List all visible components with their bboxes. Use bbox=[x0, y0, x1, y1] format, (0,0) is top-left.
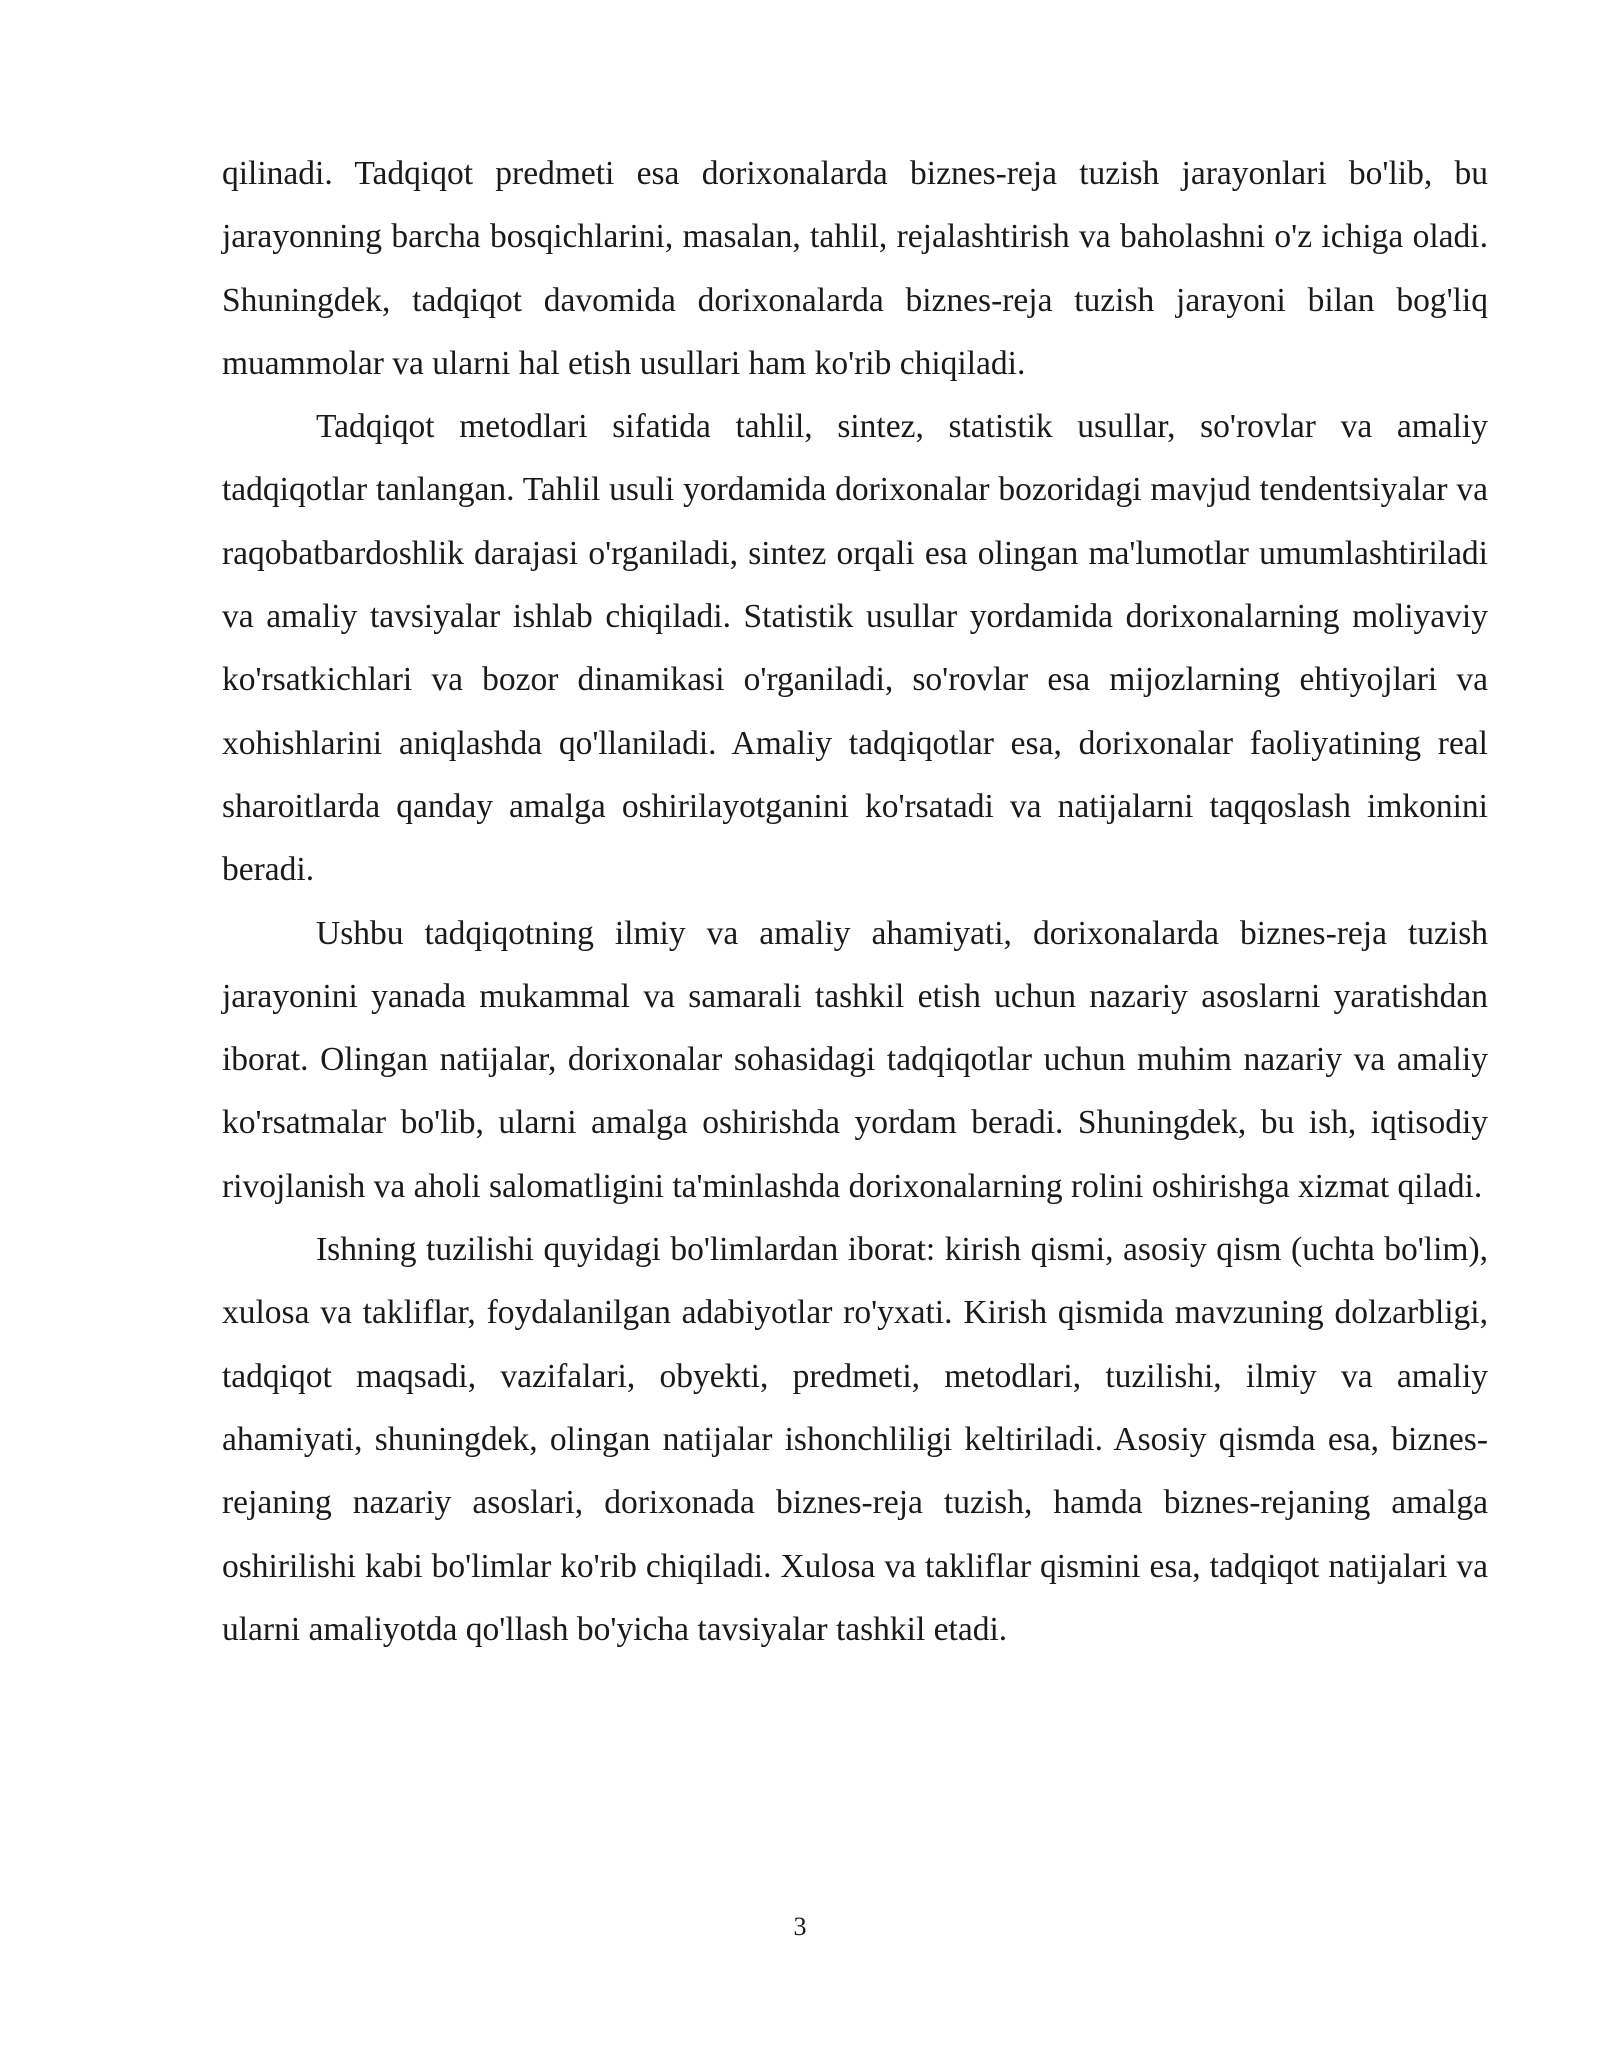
paragraph-research-methods: Tadqiqot metodlari sifatida tahlil, sintez, statistik usullar, so'rovlar va amaliy tadqiqotlar tanlangan. Tahlil usuli yordamida dorixonalar bozoridagi mavjud tendentsiyalar va raqobatbardoshlik darajasi o'rganiladi, sintez orqali esa olingan ma'lumotlar umumlashtiriladi va amaliy tavsiyalar ishlab chiqiladi. Statistik usullar yordamida dorixonalarning moliyaviy ko'rsatkichlari va bozor dinamikasi o'rganiladi, so'rovlar esa mijozlarning ehtiyojlari va xohishlarini aniqlashda qo'llaniladi. Amaliy tadqiqotlar esa, dorixonalar faoliyatining real sharoitlarda qanday amalga oshirilayotganini ko'rsatadi va natijalarni taqqoslash imkonini beradi. bbox=[222, 408, 1488, 889]
page-number: 3 bbox=[793, 1912, 807, 1941]
paragraph-significance: Ushbu tadqiqotning ilmiy va amaliy ahamiyati, dorixonalarda biznes-reja tuzish jarayonini yanada mukammal va samarali tashkil etish uchun nazariy asoslarni yaratishdan iborat. Olingan natijalar, dorixonalar sohasidagi tadqiqotlar uchun muhim nazariy va amaliy ko'rsatmalar bo'lib, ularni amalga oshirishda yordam beradi. Shuningdek, bu ish, iqtisodiy rivojlanish va aholi salomatligini ta'minlashda dorixonalarning rolini oshirishga xizmat qiladi. bbox=[222, 914, 1488, 1205]
document-body bbox=[222, 142, 1488, 1661]
paragraph-structure: Ishning tuzilishi quyidagi bo'limlardan iborat: kirish qismi, asosiy qism (uchta bo'lim), xulosa va takliflar, foydalanilgan adabiyotlar ro'yxati. Kirish qismida mavzuning dolzarbligi, tadqiqot maqsadi, vazifalari, obyekti, predmeti, metodlari, tuzilishi, ilmiy va amaliy ahamiyati, shuningdek, olingan natijalar ishonchliligi keltiriladi. Asosiy qismda esa, biznes-rejaning nazariy asoslari, dorixonada biznes-reja tuzish, hamda biznes-rejaning amalga oshirilishi kabi bo'limlar ko'rib chiqiladi. Xulosa va takliflar qismini esa, tadqiqot natijalari va ularni amaliyotda qo'llash bo'yicha tavsiyalar tashkil etadi. bbox=[222, 1231, 1488, 1648]
paragraph-continuation: qilinadi. Tadqiqot predmeti esa dorixonalarda biznes-reja tuzish jarayonlari bo'lib, bu jarayonning barcha bosqichlarini, masalan, tahlil, rejalashtirish va baholashni o'z ichiga oladi. Shuningdek, tadqiqot davomida dorixonalarda biznes-reja tuzish jarayoni bilan bog'liq muammolar va ularni hal etish usullari ham ko'rib chiqiladi. bbox=[222, 155, 1488, 382]
